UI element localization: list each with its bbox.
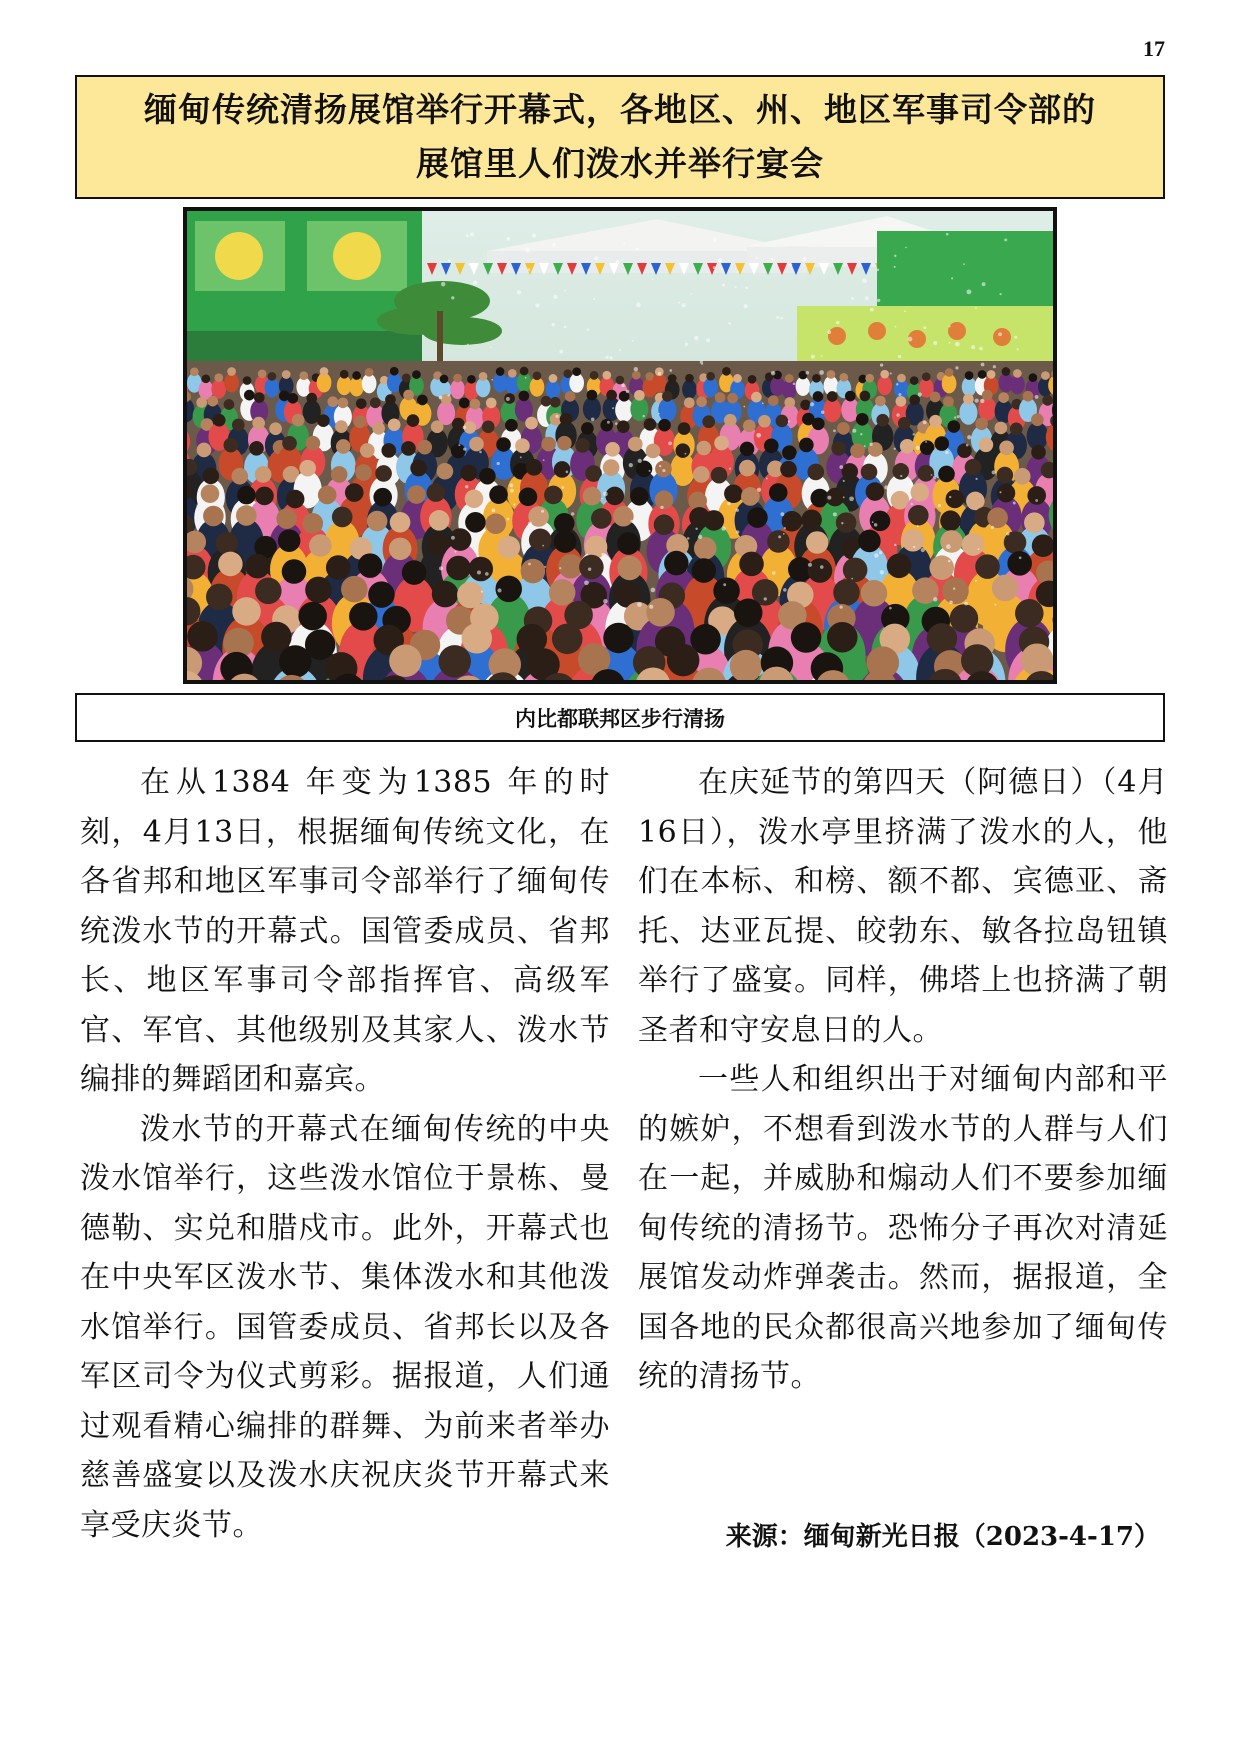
article-paragraph: 在庆延节的第四天（阿德日）（4月16日），泼水亭里挤满了泼水的人，他们在本标、和榜、额不都、宾德亚、斋托、达亚瓦提、皎勃东、敏各拉岛钮镇举行了盛宴。同样，佛塔上也挤满了朝圣者和守安息日的人。 — [638, 765, 1168, 1048]
article-paragraph: 在从1384 年变为1385 年的时刻，4月13日，根据缅甸传统文化，在各省邦和地区军事司令部举行了缅甸传统泼水节的开幕式。国管委成员、省邦长、地区军事司令部指挥官、高级军官、军官、其他级别及其家人、泼水节编排的舞蹈团和嘉宾。 — [80, 765, 610, 1097]
crowd-photo — [183, 207, 1057, 684]
crowd-photo-illustration — [187, 211, 1053, 680]
headline-line-1: 缅甸传统清扬展馆举行开幕式，各地区、州、地区军事司令部的 — [144, 90, 1096, 129]
article-paragraph: 泼水节的开幕式在缅甸传统的中央泼水馆举行，这些泼水馆位于景栋、曼德勒、实兑和腊戍市。此外，开幕式也在中央军区泼水节、集体泼水和其他泼水馆举行。国管委成员、省邦长以及各军区司令为仪式剪彩。据报道，人们通过观看精心编排的群舞、为前来者举办慈善盛宴以及泼水庆祝庆炎节开幕式来享受庆炎节。 — [80, 1111, 610, 1543]
article-paragraph: 一些人和组织出于对缅甸内部和平的嫉妒，不想看到泼水节的人群与人们在一起，并威胁和煽动人们不要参加缅甸传统的清扬节。恐怖分子再次对清延展馆发动炸弹袭击。然而，据报道，全国各地的民众都很高兴地参加了缅甸传统的清扬节。 — [638, 1062, 1168, 1394]
headline-line-2: 展馆里人们泼水并举行宴会 — [416, 144, 824, 183]
source-attribution: 来源：缅甸新光日报（2023-4-17） — [725, 1522, 1160, 1552]
photo-caption-box — [75, 693, 1165, 742]
article-left-column — [80, 758, 610, 1550]
page-number: 17 — [1143, 36, 1165, 61]
photo-caption: 内比都联邦区步行清扬 — [515, 706, 725, 731]
headline-box — [75, 75, 1165, 199]
article-right-column — [638, 758, 1168, 1402]
